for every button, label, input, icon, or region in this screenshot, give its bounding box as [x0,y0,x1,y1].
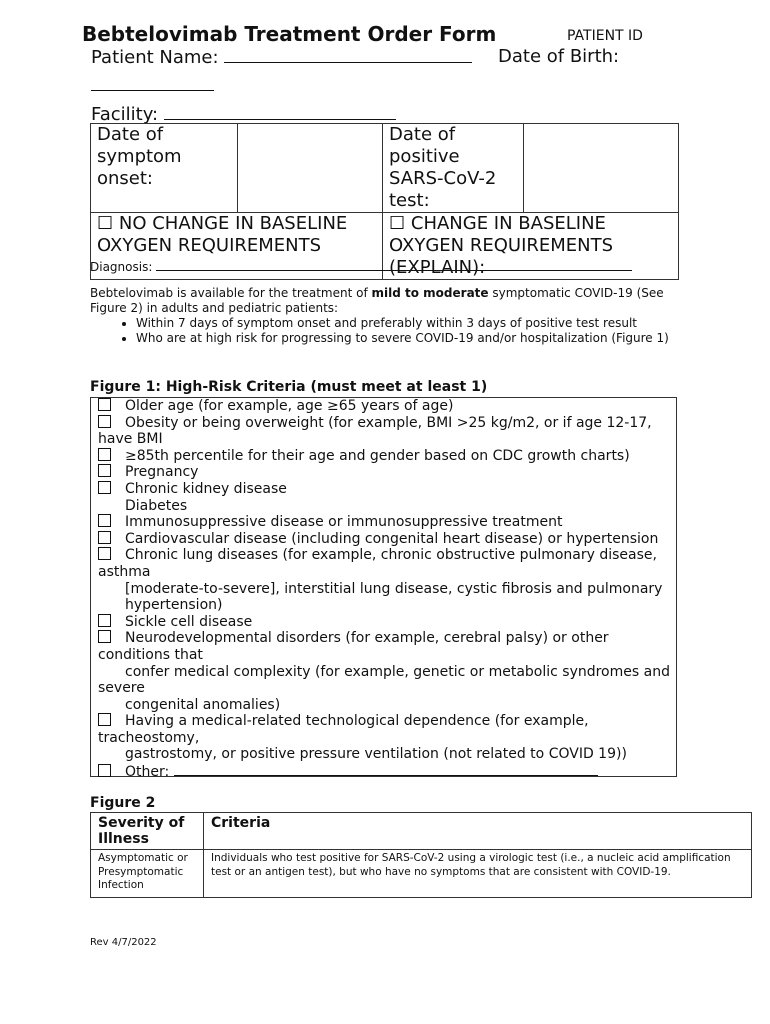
criteria-checkbox[interactable] [98,614,111,627]
symptom-onset-label: Date of symptom onset: [91,124,238,213]
criteria-label: Having a medical-related technological dependence (for example, [125,713,589,730]
criteria-label: Obesity or being overweight (for example, BMI >25 kg/m2, or if age 12-17, [125,414,652,431]
criteria-label: asthma [98,563,151,580]
dob-field[interactable] [91,74,214,91]
severity-table [90,812,752,898]
facility-row [91,103,396,125]
patient-name-label: Patient Name: [91,47,219,68]
severity-header: Severity of Illness [91,813,204,850]
criteria-label: congenital anomalies) [125,696,281,713]
criteria-label: Older age (for example, age ≥65 years of age) [125,398,454,414]
other-label: Other: [125,764,170,781]
intro-text-end: symptomatic COVID-19 (See Figure 2) in adults and pediatric patients: [90,286,664,315]
criteria-label: Pregnancy [125,464,199,481]
severity-cell: Asymptomatic or Presymptomatic Infection [91,850,204,898]
criteria-label: [moderate-to-severe], interstitial lung disease, cystic fibrosis and pulmonary [125,580,663,597]
availability-bullets [90,316,680,346]
other-field[interactable] [174,763,598,776]
criteria-checkbox[interactable] [98,514,111,527]
diagnosis-label: Diagnosis: [90,260,153,274]
symptom-onset-field[interactable] [238,124,383,213]
criteria-checkbox[interactable] [98,448,111,461]
criteria-label: Cardiovascular disease (including congenital heart disease) or hypertension [125,530,659,547]
criteria-label: Chronic kidney disease [125,480,287,497]
patient-name-field[interactable] [224,46,472,63]
availability-section [90,286,680,346]
criteria-checkbox[interactable] [98,764,111,777]
no-change-checkbox[interactable]: ☐ [97,213,114,234]
patient-info-table [90,123,679,280]
revision-date: Rev 4/7/2022 [90,937,157,948]
criteria-checkbox[interactable] [98,398,111,411]
intro-bold-text: mild to moderate [371,286,489,300]
intro-text: Bebtelovimab is available for the treatment of [90,286,372,300]
criteria-checkbox[interactable] [98,464,111,477]
criteria-checkbox[interactable] [98,713,111,726]
positive-test-field[interactable] [524,124,679,213]
form-title: Bebtelovimab Treatment Order Form [82,22,497,46]
patient-id-label: PATIENT ID [567,28,643,44]
criteria-checkbox[interactable] [98,481,111,494]
figure2-title: Figure 2 [90,795,156,811]
list-item: • Who are at high risk for progressing to severe COVID-19 and/or hospitalization (Figure 1) [136,331,680,346]
criteria-label: severe [98,680,145,697]
criteria-label: have BMI [98,431,163,448]
positive-test-label: Date of positive SARS-CoV-2 test: [383,124,524,213]
criteria-checkbox[interactable] [98,547,111,560]
criteria-label: conditions that [98,646,203,663]
no-change-label: NO CHANGE IN BASELINE OXYGEN REQUIREMENTS [97,213,348,256]
high-risk-criteria-box [90,397,677,781]
criteria-cell: Individuals who test positive for SARS-CoV-2 using a virologic test (i.e., a nucleic acid amplification test or an antigen test), but who have no symptoms that are consistent with COVID-19. [204,850,752,898]
figure1-title: Figure 1: High-Risk Criteria (must meet at least 1) [90,379,488,395]
criteria-label: tracheostomy, [98,729,200,746]
dob-label: Date of Birth: [498,46,620,67]
criteria-label: Immunosuppressive disease or immunosuppressive treatment [125,514,563,531]
criteria-label: hypertension) [125,597,223,614]
list-item: • Within 7 days of symptom onset and preferably within 3 days of positive test result [136,316,680,331]
criteria-label: confer medical complexity (for example, genetic or metabolic syndromes and [125,663,670,680]
criteria-label: Sickle cell disease [125,613,253,630]
criteria-label: ≥85th percentile for their age and gender based on CDC growth charts) [125,447,630,464]
criteria-label: Chronic lung diseases (for example, chronic obstructive pulmonary disease, [125,547,657,564]
diagnosis-row [90,259,632,274]
diagnosis-field[interactable] [156,259,632,271]
criteria-checkbox[interactable] [98,415,111,428]
change-checkbox[interactable]: ☐ [389,213,406,234]
facility-field[interactable] [164,103,396,120]
criteria-label: Neurodevelopmental disorders (for example, cerebral palsy) or other [125,630,609,647]
criteria-checkbox[interactable] [98,630,111,643]
criteria-label: gastrostomy, or positive pressure ventilation (not related to COVID 19)) [125,746,627,763]
availability-intro [90,286,680,316]
patient-name-row [91,46,472,68]
change-label: CHANGE IN BASELINE OXYGEN REQUIREMENTS (EXPLAIN): [389,213,614,278]
criteria-checkbox[interactable] [98,531,111,544]
facility-label: Facility: [91,104,159,125]
criteria-label: Diabetes [125,497,188,514]
criteria-header: Criteria [204,813,752,850]
